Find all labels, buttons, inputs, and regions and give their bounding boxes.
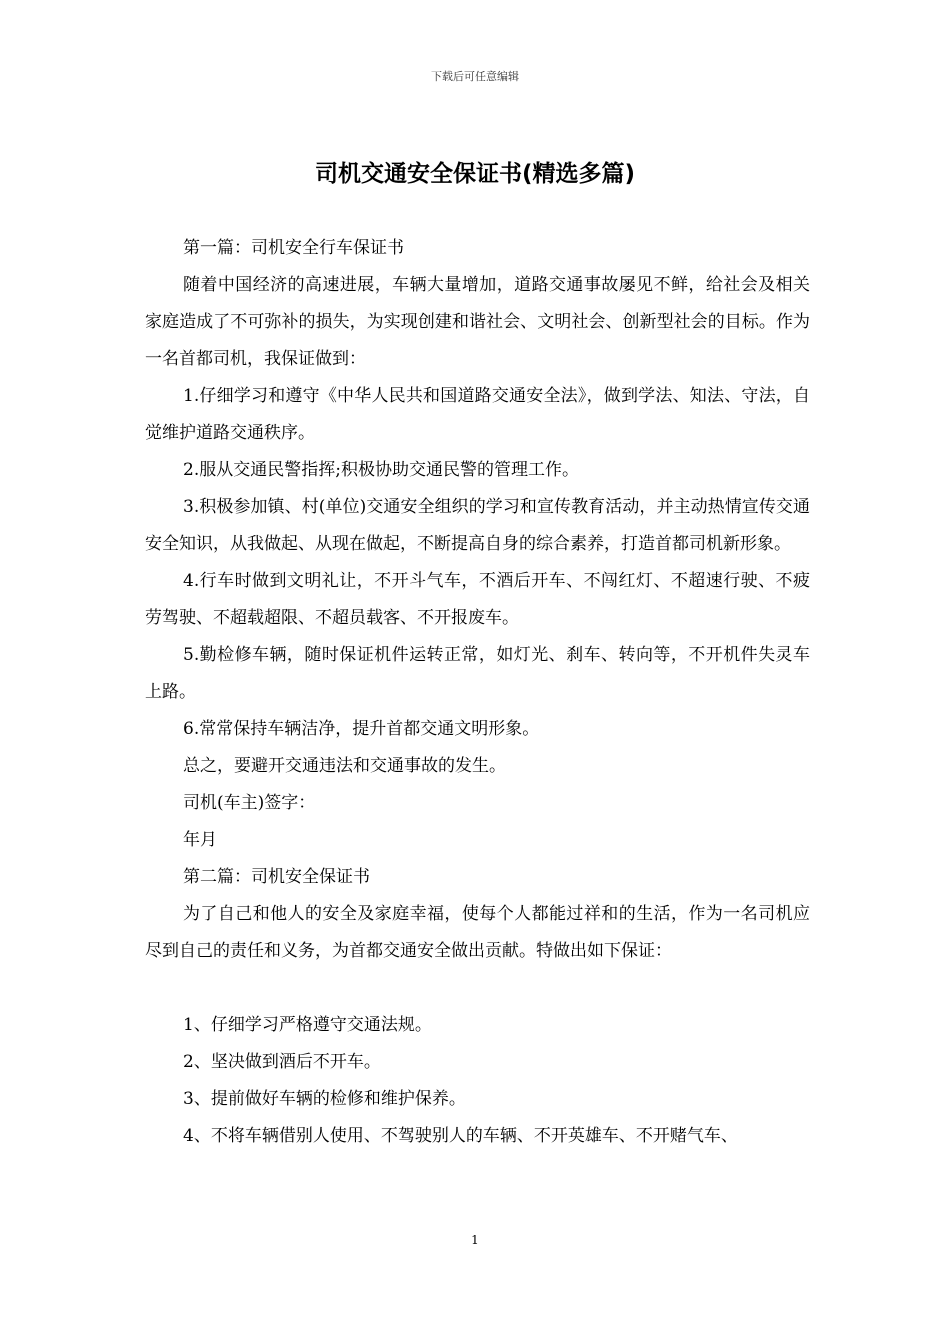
date-line: 年月 [183,830,217,850]
list-item-1-6: 6.常常保持车辆洁净，提升首都交通文明形象。 [183,719,540,739]
paragraph-intro-2: 为了自己和他人的安全及家庭幸福，使每个人都能过祥和的生活，作为一名司机应尽到自己的责任和义务，为首都交通安全做出贡献。特做出如下保证： [145,904,810,961]
list-item-1-3: 3.积极参加镇、村(单位)交通安全组织的学习和宣传教育活动，并主动热情宣传交通安全知识，从我做起、从现在做起，不断提高自身的综合素养，打造首都司机新形象。 [145,497,810,554]
list-item-1-1: 1.仔细学习和遵守《中华人民共和国道路交通安全法》，做到学法、知法、守法，自觉维护道路交通秩序。 [145,386,810,443]
page-number: 1 [471,1233,479,1247]
list-item-1-5: 5.勤检修车辆，随时保证机件运转正常，如灯光、刹车、转向等，不开机件失灵车上路。 [145,645,810,702]
document-title: 司机交通安全保证书(精选多篇) [314,161,636,187]
paragraph-summary: 总之，要避开交通违法和交通事故的发生。 [183,756,506,776]
list-item-2-4: 4、不将车辆借别人使用、不驾驶别人的车辆、不开英雄车、不开赌气车、 [183,1126,738,1146]
list-item-2-2: 2、坚决做到酒后不开车。 [183,1052,381,1072]
list-item-2-3: 3、提前做好车辆的检修和维护保养。 [183,1089,466,1109]
list-item-1-2: 2.服从交通民警指挥;积极协助交通民警的管理工作。 [183,460,579,480]
section-heading-2: 第二篇：司机安全保证书 [183,867,370,887]
signature-line: 司机(车主)签字： [183,793,316,813]
header-note: 下载后可任意编辑 [431,70,519,83]
list-item-2-1: 1、仔细学习严格遵守交通法规。 [183,1015,432,1035]
document-body [145,230,810,1155]
paragraph-intro-1: 随着中国经济的高速进展，车辆大量增加，道路交通事故屡见不鲜，给社会及相关家庭造成了不可弥补的损失，为实现创建和谐社会、文明社会、创新型社会的目标。作为一名首都司机，我保证做到： [145,275,810,369]
section-heading-1: 第一篇：司机安全行车保证书 [183,238,404,258]
list-item-1-4: 4.行车时做到文明礼让，不开斗气车，不酒后开车、不闯红灯、不超速行驶、不疲劳驾驶、不超载超限、不超员载客、不开报废车。 [145,571,810,628]
